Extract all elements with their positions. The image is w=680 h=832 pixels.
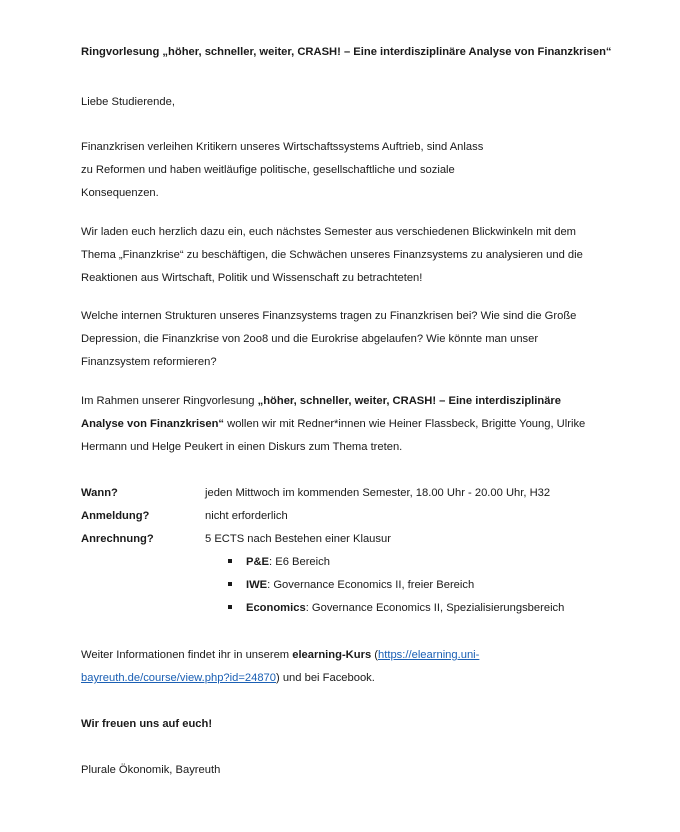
program-name: P&E — [246, 556, 270, 568]
paren-open: ( — [371, 649, 379, 661]
bullet-icon — [228, 582, 232, 586]
closing-line: Wir freuen uns auf euch! — [81, 718, 213, 730]
program-area: : E6 Bereich — [269, 556, 330, 568]
paragraph-1-line-2: zu Reformen und haben weitläufige politische, gesellschaftliche und soziale — [81, 164, 455, 176]
facebook-text: ) und bei Facebook. — [276, 672, 375, 684]
wann-label: Wann? — [81, 487, 118, 499]
paragraph-1-line-3: Konsequenzen. — [81, 187, 159, 199]
program-name: Economics — [246, 602, 306, 614]
paragraph-2-line-1: Wir laden euch herzlich dazu ein, euch nächstes Semester aus verschiedenen Blickwinkeln mit dem — [81, 226, 576, 238]
paragraph-4-line-2 — [81, 417, 585, 431]
wann-value: jeden Mittwoch im kommenden Semester, 18.00 Uhr - 20.00 Uhr, H32 — [205, 487, 551, 499]
paragraph-4-line-3: Hermann und Helge Peukert in einen Diskurs zum Thema treten. — [81, 441, 403, 453]
paragraph-2-line-2: Thema „Finanzkrise“ zu beschäftigen, die Schwächen unseres Finanzsystems zu analysieren und die — [81, 249, 583, 261]
lecture-series-title: „höher, schneller, weiter, CRASH! – Eine interdisziplinäre — [257, 395, 562, 407]
paragraph-3-line-1: Welche internen Strukturen unseres Finanzsystems tragen zu Finanzkrisen bei? Wie sind die Große — [81, 310, 577, 322]
elearning-course-label: elearning-Kurs — [292, 649, 372, 661]
lecture-series-title-end: Analyse von Finanzkrisen“ — [81, 418, 224, 430]
elearning-link[interactable]: https://elearning.uni- — [378, 649, 480, 661]
more-info-text: Weiter Informationen findet ihr in unserem — [81, 649, 293, 661]
more-info-line-2 — [81, 671, 375, 685]
anrechnung-value: 5 ECTS nach Bestehen einer Klausur — [205, 533, 391, 545]
greeting: Liebe Studierende, — [81, 96, 175, 108]
program-area: : Governance Economics II, Spezialisierungsbereich — [305, 602, 565, 614]
anmeldung-label: Anmeldung? — [81, 510, 150, 522]
anrechnung-label: Anrechnung? — [81, 533, 154, 545]
bullet-icon — [228, 605, 232, 609]
paragraph-1-line-1: Finanzkrisen verleihen Kritikern unseres Wirtschaftssystems Auftrieb, sind Anlass — [81, 141, 484, 153]
credit-list-item — [228, 601, 564, 615]
credit-list-item — [228, 578, 474, 592]
paragraph-3-line-2: Depression, die Finanzkrise von 2oo8 und die Eurokrise abgelaufen? Wie könnte man unser — [81, 333, 539, 345]
paragraph-3-line-3: Finanzsystem reformieren? — [81, 356, 217, 368]
paragraph-4-line-1 — [81, 394, 561, 408]
anmeldung-value: nicht erforderlich — [205, 510, 288, 522]
program-area: : Governance Economics II, freier Bereich — [267, 579, 475, 591]
credit-list-item — [228, 555, 330, 569]
bullet-icon — [228, 559, 232, 563]
program-name: IWE — [246, 579, 268, 591]
document-title: Ringvorlesung „höher, schneller, weiter, CRASH! – Eine interdisziplinäre Analyse von Finanzkrisen“ — [81, 46, 612, 58]
speakers-text: wollen wir mit Redner*innen wie Heiner Flassbeck, Brigitte Young, Ulrike — [224, 418, 586, 430]
more-info-line-1 — [81, 648, 479, 662]
signature: Plurale Ökonomik, Bayreuth — [81, 764, 221, 776]
paragraph-4-text: Im Rahmen unserer Ringvorlesung — [81, 395, 258, 407]
paragraph-2-line-3: Reaktionen aus Wirtschaft, Politik und Wissenschaft zu betrachteten! — [81, 272, 423, 284]
elearning-link-continued[interactable]: bayreuth.de/course/view.php?id=24870 — [81, 672, 276, 684]
